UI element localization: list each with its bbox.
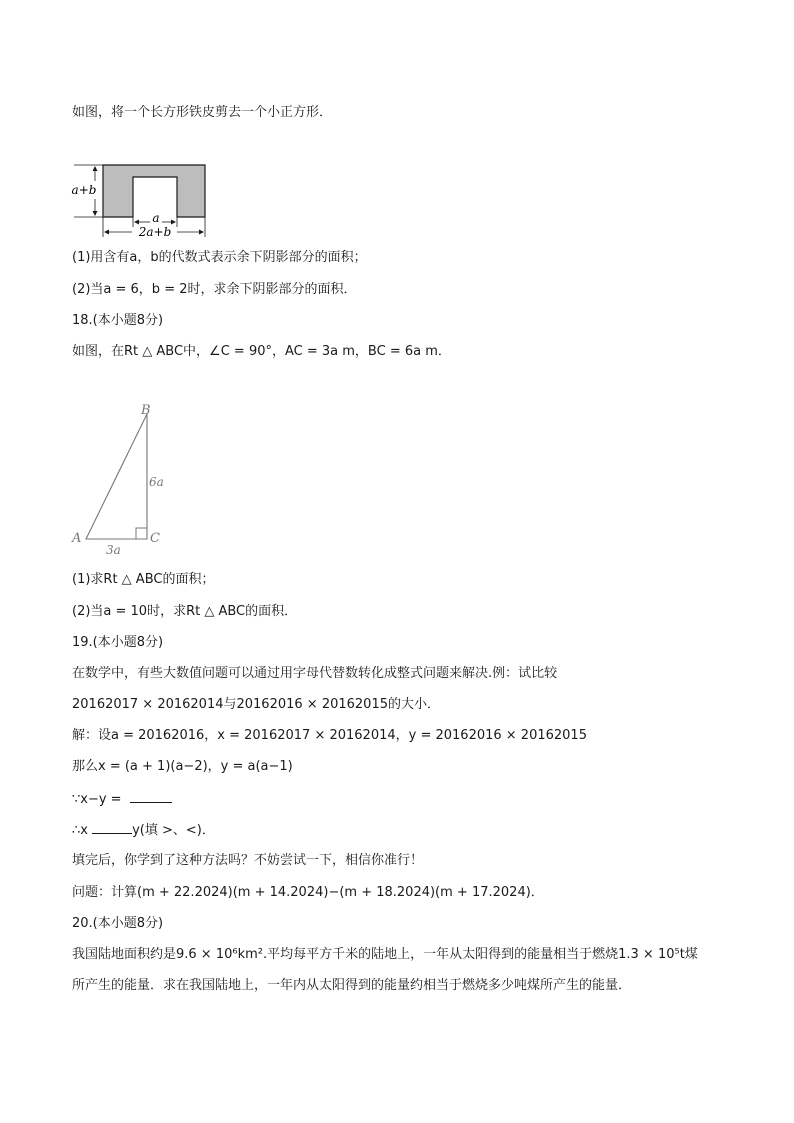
label-inner: a [152, 211, 160, 225]
p18-triangle-figure [68, 396, 188, 566]
p19-line5-text: ∵x−y = [72, 792, 126, 807]
p20-header: 20.(本小题8分) [72, 916, 164, 931]
p19-line7: 填完后，你学到了这种方法吗？不妨尝试一下，相信你准行！ [72, 853, 424, 868]
p17-figure [70, 160, 230, 240]
label-width: 2a+b [138, 225, 172, 239]
p19-line3: 解：设a = 20162016，x = 20162017 × 20162014，y = 20162016 × 20162015 [72, 728, 587, 743]
p19-line6-suffix: y(填 >、<)． [132, 823, 215, 838]
p19-line2: 20162017 × 20162014与20162016 × 20162015的大小． [72, 697, 440, 712]
answer-blank-2[interactable] [92, 821, 132, 834]
side-ac-label: 3a [106, 543, 121, 557]
p20-line2: 所产生的能量．求在我国陆地上，一年内从太阳得到的能量约相当于燃烧多少吨煤所产生的能量． [72, 978, 632, 993]
vertex-B: B [141, 403, 151, 418]
vertex-A: A [72, 531, 82, 546]
p19-line8: 问题：计算(m + 22.2024)(m + 14.2024)−(m + 18.2024)(m + 17.2024)． [72, 885, 544, 900]
p19-line6-prefix: ∴x [72, 823, 93, 838]
p20-line1: 我国陆地面积约是9.6 × 10⁶km².平均每平方千米的陆地上，一年从太阳得到的能量相当于燃烧1.3 × 10⁵t煤 [72, 947, 698, 962]
p19-line6 [72, 821, 215, 840]
label-height: a+b [71, 183, 97, 197]
shaded-region [103, 165, 205, 217]
p19-header: 19.(本小题8分) [72, 635, 164, 650]
answer-blank-1[interactable] [130, 790, 172, 803]
p17-q2: (2)当a = 6，b = 2时，求余下阴影部分的面积． [72, 282, 357, 297]
p19-line5 [72, 790, 172, 809]
p17-intro: 如图，将一个长方形铁皮剪去一个小正方形． [72, 105, 333, 120]
p19-line1: 在数学中，有些大数值问题可以通过用字母代替数转化成整式问题来解决.例：试比较 [72, 666, 558, 681]
vertex-C: C [150, 531, 160, 546]
p19-line4: 那么x = (a + 1)(a−2)，y = a(a−1) [72, 759, 293, 774]
side-bc-label: 6a [149, 475, 164, 489]
p18-intro: 如图，在Rt △ ABC中，∠C = 90°，AC = 3a m，BC = 6a m． [72, 344, 451, 359]
p18-q2: (2)当a = 10时，求Rt △ ABC的面积． [72, 604, 298, 619]
p18-q1: (1)求Rt △ ABC的面积； [72, 572, 215, 587]
p17-q1: (1)用含有a，b的代数式表示余下阴影部分的面积； [72, 250, 367, 265]
p18-header: 18.(本小题8分) [72, 313, 164, 328]
